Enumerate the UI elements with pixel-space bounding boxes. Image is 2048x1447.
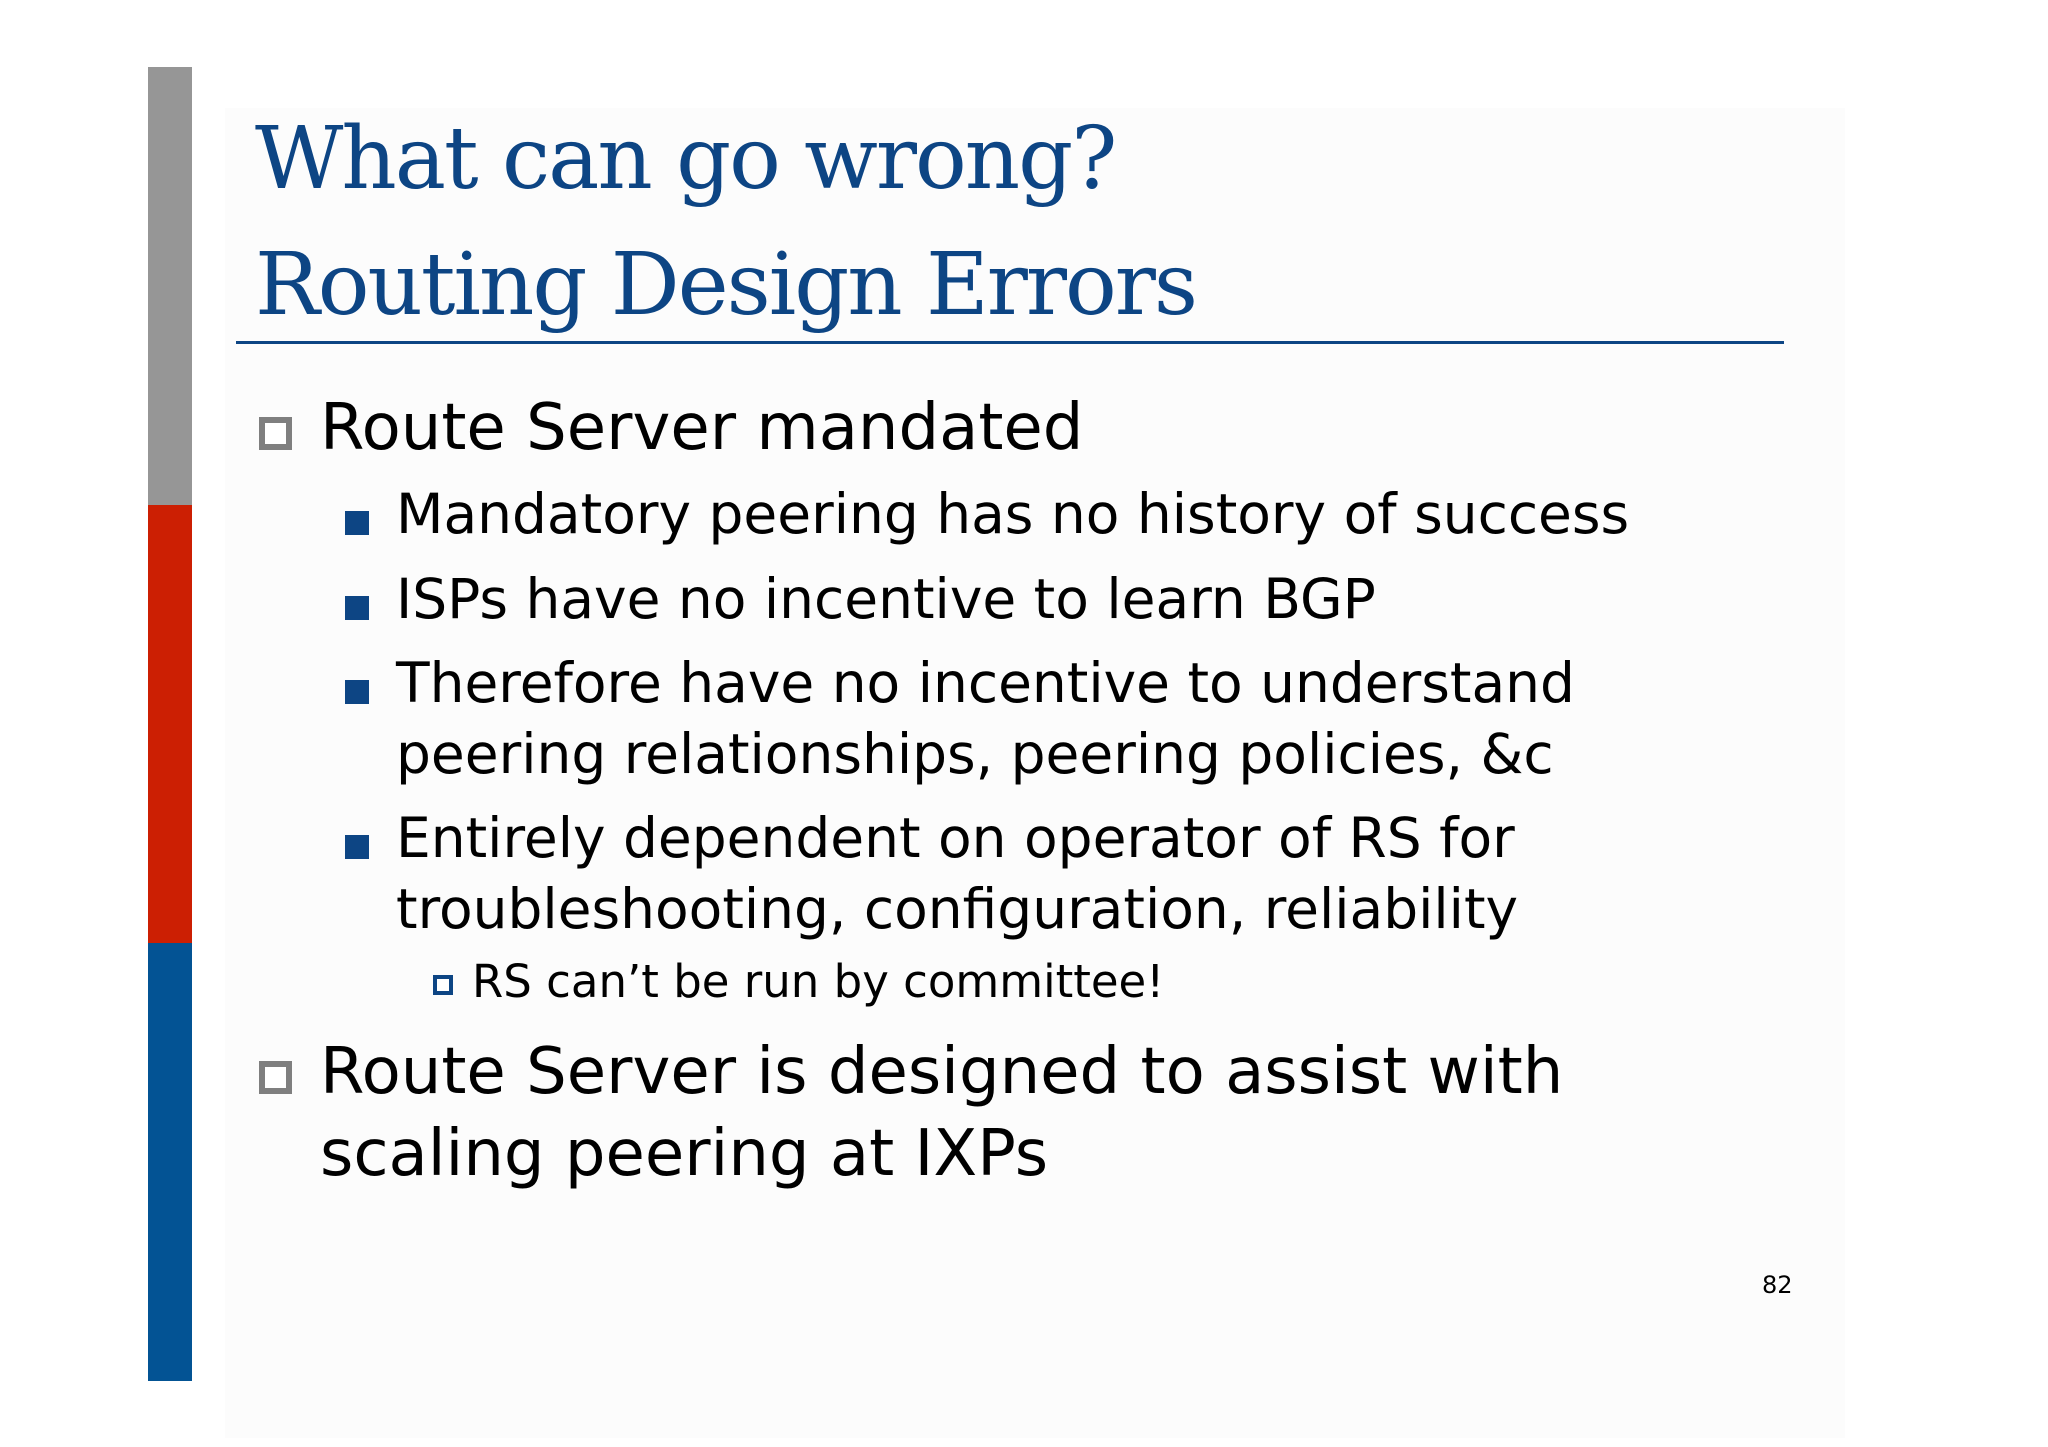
title-underline [236,341,1784,344]
bullet-text-line-2: scaling peering at IXPs [320,1117,1049,1191]
filled-square-icon [345,835,369,859]
bullet-text-line-1: Entirely dependent on operator of RS for [396,806,1515,870]
sub-sub-bullet-committee [472,953,1164,1011]
bullet-route-server-designed [320,1031,1563,1195]
filled-square-icon [345,680,369,704]
bullet-text: Mandatory peering has no history of success [396,482,1630,546]
bullet-text-line-2: peering relationships, peering policies, &c [396,722,1554,786]
sub-bullet-mandatory-peering [396,479,1629,550]
sub-bullet-therefore [396,648,1575,790]
bullet-text-line-1: Therefore have no incentive to understand [396,651,1575,715]
bullet-text: Route Server mandated [320,391,1084,465]
bullet-text: ISPs have no incentive to learn BGP [396,567,1376,631]
sub-bullet-isps-no-incentive [396,564,1376,635]
side-bar-blue [148,943,192,1381]
side-bar-red [148,505,192,943]
bullet-route-server-mandated [320,387,1083,469]
sub-bullet-entirely-dependent [396,803,1518,945]
bullet-text-line-1: Route Server is designed to assist with [320,1035,1564,1109]
page-number: 82 [1762,1271,1793,1299]
hollow-square-icon [259,1061,292,1094]
bullet-text-line-2: troubleshooting, configuration, reliability [396,877,1519,941]
bullet-text: RS can’t be run by committee! [472,955,1165,1008]
side-bar-gray [148,67,192,505]
hollow-square-icon [433,975,453,995]
slide-title-line-1: What can go wrong? [255,109,1116,209]
hollow-square-icon [259,417,292,450]
slide-title-line-2: Routing Design Errors [255,235,1197,335]
slide-title [255,96,1196,348]
filled-square-icon [345,596,369,620]
filled-square-icon [345,511,369,535]
